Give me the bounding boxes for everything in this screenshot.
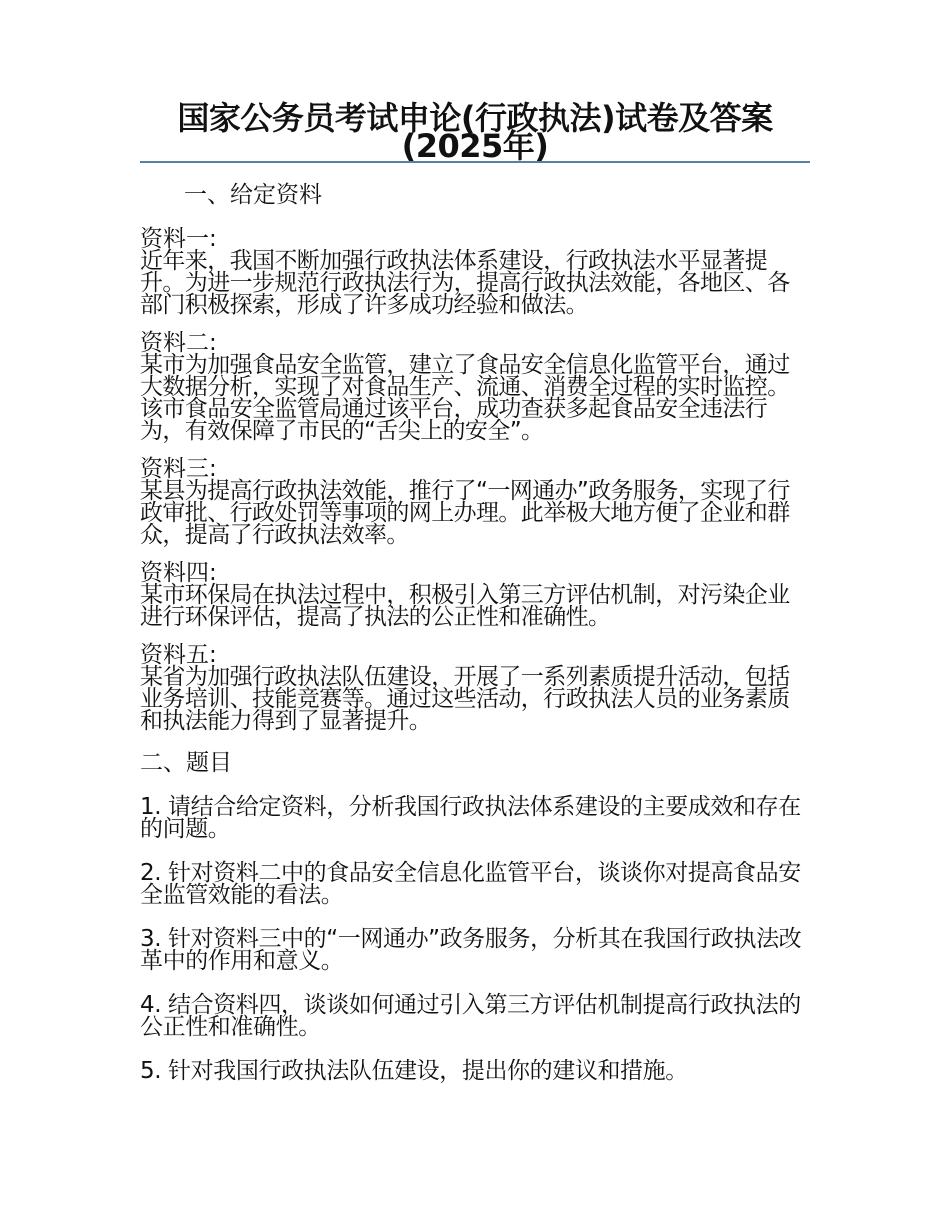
material-text: 某市环保局在执法过程中，积极引入第三方评估机制，对污染企业进行环保评估，提高了执法的公正性和准确性。 [140,582,790,630]
material-label: 资料三: [140,456,217,482]
material-text: 某县为提高行政执法效能，推行了“一网通办”政务服务，实现了行政审批、行政处罚等事项的网上办理。此举极大地方便了企业和群众，提高了行政执法效率。 [140,478,790,548]
material-block [140,562,810,628]
material-text: 近年来，我国不断加强行政执法体系建设，行政执法水平显著提升。为进一步规范行政执法行为，提高行政执法效能，各地区、各部门积极探索，形成了许多成功经验和做法。 [140,248,790,318]
question-item: 4. 结合资料四，谈谈如何通过引入第三方评估机制提高行政执法的公正性和准确性。 [140,992,801,1040]
document-body [140,180,810,1104]
material-block [140,644,810,732]
material-block [140,228,810,316]
material-text: 某省为加强行政执法队伍建设，开展了一系列素质提升活动，包括业务培训、技能竞赛等。通过这些活动，行政执法人员的业务素质和执法能力得到了显著提升。 [140,664,790,734]
question-item: 2. 针对资料二中的食品安全信息化监管平台，谈谈你对提高食品安全监管效能的看法。 [140,860,801,908]
question-item: 3. 针对资料三中的“一网通办”政务服务，分析其在我国行政执法改革中的作用和意义。 [140,926,802,974]
material-block [140,332,810,442]
material-label: 资料一: [140,226,217,252]
material-block [140,458,810,546]
question-item: 1. 请结合给定资料，分析我国行政执法体系建设的主要成效和存在的问题。 [140,794,801,842]
material-label: 资料五: [140,642,217,668]
section-heading-materials: 一、给定资料 [184,182,322,208]
material-label: 资料四: [140,560,217,586]
question-list [140,796,810,1082]
section-heading-questions: 二、题目 [140,750,232,776]
title-underline [140,161,810,163]
question-item: 5. 针对我国行政执法队伍建设，提出你的建议和措施。 [140,1058,688,1084]
material-label: 资料二: [140,330,217,356]
material-text: 某市为加强食品安全监管，建立了食品安全信息化监管平台，通过大数据分析，实现了对食品生产、流通、消费全过程的实时监控。该市食品安全监管局通过该平台，成功查获多起食品安全违法行为，有效保障了市民的“舌尖上的安全”。 [140,352,790,444]
document-title: 国家公务员考试申论(行政执法)试卷及答案(2025年) [177,99,773,165]
